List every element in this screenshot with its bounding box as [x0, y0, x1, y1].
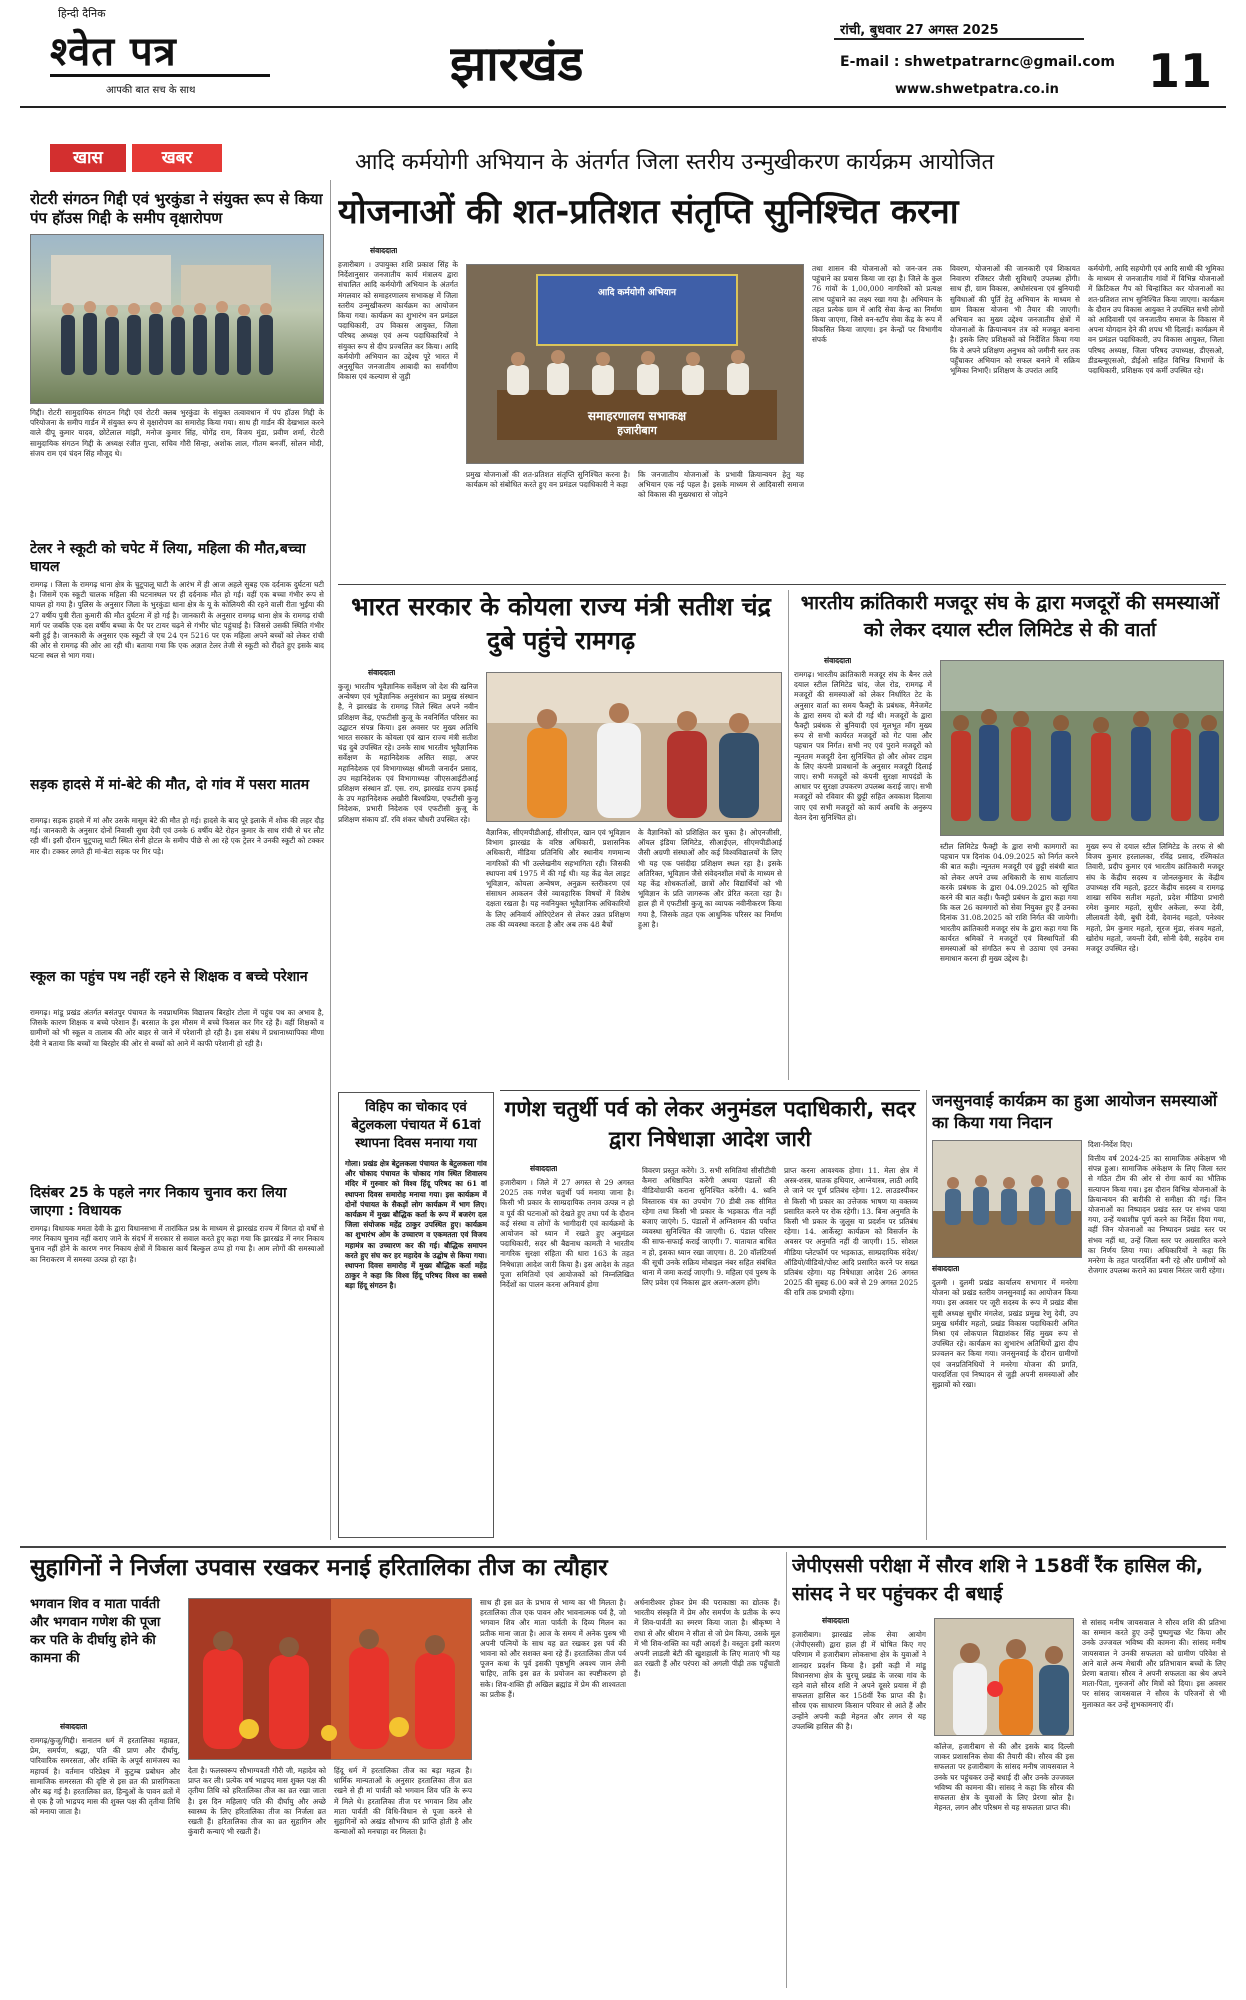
lead-col-1: हजारीबाग । उपायुक्त शशि प्रकाश सिंह के निर्देशानुसार जनजातीय कार्य मंत्रालय द्वारा संचालित आदि कर्मयोगी अभियान के अंतर्गत मंगलवार को समाहरणालय सभाकक्ष में जिला स्तरीय उन्मुखीकरण कार्यक्रम का आयोजन किया गया। कार्यक्रम का शुभारंभ वन प्रमंडल पदाधिकारी, उप विकास आयुक्त, जिला परिषद अध्यक्ष एवं अन्य पदाधिकारियों ने संयुक्त रूप से दीप प्रज्वलित कर किया। आदि कर्मयोगी अभियान का उद्देश्य पूरे भारत में अनुसूचित जनजातीय आबादी का सर्वांगीण विकास एवं कल्याण से जुड़ी: [338, 260, 458, 382]
story-labour-photo: [940, 660, 1224, 836]
story-jansunwai-col-2: वित्तीय वर्ष 2024-25 का सामाजिक अंकेक्षण भी संपन्न हुआ। सामाजिक अंकेक्षण के लिए जिला स्तर से गठित टीम की ओर से रोगा कार्य का भौतिक सत्यापन किया गया। इस दौरान विभिन्न योजनाओं के क्रियान्वयन की बारीकी से समीक्षा की गई। जिन योजनाओं का निष्पादन प्रखंड स्तर पर संभव पाया गया, उन्हें यथाशीघ्र पूर्ण करने का निर्देश दिया गया, वहीं जिन योजनाओं का निष्पादन प्रखंड स्तर पर संभव नहीं था, उन्हें जिला स्तर पर अग्रसारित करने का निर्णय लिया गया। अधिकारियों ने कहा कि मनरेगा के तहत पारदर्शिता बनी रहे और ग्रामीणों को रोजगार उपलब्ध कराने का प्रयास निरंतर जारी रहेगा।: [1088, 1154, 1226, 1276]
lead-byline: संवाददाता: [370, 246, 398, 255]
khas-label: खास: [50, 144, 126, 172]
lead-headline: योजनाओं की शत-प्रतिशत संतृप्ति सुनिश्चित करना: [338, 192, 959, 232]
lead-col-5: विवरण, योजनाओं की जानकारी एवं शिकायत निवारण रजिस्टर जैसी सुविधाएँ उपलब्ध होंगी। साथ ही, ग्राम विकास, अधोसंरचना एवं बुनियादी सुविधाओं की पूर्ति हेतु अभियान के माध्यम से ग्राम विकास योजना भी तैयार की जाएगी। अभियान का मुख्य उद्देश्य जनजातीय क्षेत्रों में योजनाओं के क्रियान्वयन तंत्र को मजबूत बनाना है। इसके लिए प्रशिक्षकों को निर्देशित किया गया कि वे अपने प्रशिक्षण अनुभव को जमीनी स्तर तक पहुँचाकर अभियान को सफल बनाने में सक्रिय भूमिका निभाएँ। प्रशिक्षण के उपरांत आदि: [950, 264, 1080, 376]
story-rotary-headline: रोटरी संगठन गिद्दी एवं भुरकुंडा ने संयुक्त रूप से किया पंप हॉउस गिद्दी के समीप वृक्षारोपण: [30, 190, 323, 227]
story-jpsc-headline: जेपीएससी परीक्षा में सौरव शशि ने 158वीं रैंक हासिल की, सांसद ने घर पहुंचकर दी बधाई: [792, 1555, 1204, 1605]
story-teej-col-1: रामगढ़/कुजू/गिद्दी। सनातन धर्म में हरतालिका महाव्रत, प्रेम, समर्पण, श्रद्धा, पति की प्राण और दीर्घायु, पारिवारिक समरसता, और शक्ति के अपूर्व सामंजस्य का महापर्व है। वर्तमान परिप्रेक्ष्य में कुटुम्ब प्रबोधन और सामाजिक समरसता की दृष्टि से इस व्रत की प्रासंगिकता और बढ़ गई है। हरतालिका व्रत, हिन्दुओं के पावन व्रतों में से एक है जो भाद्रपद मास की शुक्ल पक्ष की तृतीया तिथि को मनाया जाता है।: [30, 1736, 180, 1817]
story-labour-col-3: मुख्य रूप से दयाल स्टील लिमिटेड के तरफ से श्री विजय कुमार हरलालका, रविंद्र प्रसाद, रश्मिकांत तिवारी, प्रदीप कुमार एवं भारतीय क्रांतिकारी मजदूर संघ के केंद्रीय सदस्य व जोनलकुमार के केंद्रीय उपाध्यक्ष रवि महतो, इटटर केंद्रीय सदस्य व रामगढ़ शाखा सचिव सतीश महतो, प्रदेश मीडिया प्रभारी रमेश कुमार महतो, सुधीर अकेला, रूपा देवी, लीलावती देवी, बुधी देवी, देवानंद महतो, पनेश्वर महतो, प्रेम कुमार महतो, सूरज मुंडा, संजय महतो, खोरोध महतो, जयन्ती देवी, सोनी देवी, सहदेव राम मजदूर उपस्थित रहे।: [1086, 842, 1224, 954]
story-jpsc-photo: [934, 1618, 1074, 1736]
ganesh-top-rule: [500, 1090, 920, 1091]
brand-name: श्वेत पत्र: [50, 29, 177, 72]
story-jpsc-col-1: हजारीबाग। झारखंड लोक सेवा आयोग (जेपीएससी) द्वारा हाल ही में घोषित किए गए परिणाम में हजारीबाग लोकसभा क्षेत्र के युवाओं ने शानदार प्रदर्शन किया है। इसी कड़ी में मांडू विधानसभा क्षेत्र के चुरचू प्रखंड के जरबा गांव के रहने वाले सौरव शशि ने अपने दूसरे प्रयास में ही सफलता हासिल कर 158वीं रैंक प्राप्त की है। सौरव एक साधारण किसान परिवार से आते हैं और उन्होंने अपनी कड़ी मेहनत और लगन से यह उपलब्धि हासिल की है।: [792, 1630, 926, 1731]
email[interactable]: E-mail : shwetpatrarnc@gmail.com: [840, 54, 1115, 70]
story-teej: [30, 1552, 780, 1990]
story-jpsc-col-3: से सांसद मनीष जायसवाल ने सौरव शशि की प्रतिभा का सम्मान करते हुए उन्हें पुष्पगुच्छ भेंट किया और उनके उज्जवल भविष्य की कामना की। सांसद मनीष जायसवाल ने उनकी सफलता को ग्रामीण परिवेश से आने वाले अन्य मेधावी और प्रतिभावान बच्चों के लिए प्रेरणा बताया। सौरव ने अपनी सफलता का श्रेय अपने माता-पिता, गुरुजनों और मित्रों को दिया। इस अवसर पर सांसद जायसवाल ने सौरव के परिजनों से भी मुलाकात कर उन्हें शुभकामनाएं दीं।: [1082, 1618, 1226, 1709]
minister-felicitation-image: [487, 673, 782, 822]
story-ganesh-byline: संवाददाता: [530, 1164, 558, 1173]
story-teej-headline: सुहागिनों ने निर्जला उपवास रखकर मनाई हरितालिका तीज का त्यौहार: [30, 1555, 608, 1581]
story-ganesh-headline: गणेश चतुर्थी पर्व को लेकर अनुमंडल पदाधिकारी, सदर द्वारा निषेधाज्ञा आदेश जारी: [504, 1097, 916, 1151]
story-labour: [794, 590, 1226, 1080]
lead-photo: [466, 264, 804, 464]
masthead-rule: [20, 106, 1226, 108]
story-road-accident-headline: सड़क हादसे में मां-बेटे की मौत, दो गांव में पसरा मातम: [30, 777, 310, 793]
story-school-road: [30, 968, 324, 1178]
lead-col-6: कर्मयोगी, आदि सहयोगी एवं आदि साथी की भूमिका के माध्यम से जनजातीय गांवों में विभिन्न योजनाओं में क्रिटिकल गैप को चिन्हांकित कर योजनाओं का शत-प्रतिशत लाभ सुनिश्चित किया जाएगा। कार्यक्रम के दौरान उप विकास आयुक्त ने उपस्थित सभी लोगों को आदिवासी एवं जनजातीय समाज के विकास में अपना योगदान देने की शपथ भी दिलाई। कार्यक्रम में वन प्रमंडल पदाधिकारी, उप विकास आयुक्त, जिला परिषद अध्यक्ष, जिला परिषद उपाध्यक्ष, डीएसओ, डीडब्ल्यूएसओ, डीईओ सहित विभिन्न विभागों के पदाधिकारी, प्रशिक्षक एवं कर्मी उपस्थित रहे।: [1088, 264, 1224, 376]
story-jansunwai-byline: संवाददाता: [932, 1264, 960, 1273]
brand-underline: [50, 74, 270, 77]
story-teej-col-3: हिंदू धर्म में हरतालिका तीज का बड़ा महत्व है। धार्मिक मान्यताओं के अनुसार हरतालिका तीज व्रत रखने से ही मां पार्वती को भगवान शिव पति के रूप में मिले थे। हरतालिका तीज पर भगवान शिव और माता पार्वती की विधि-विधान से पूजा करने से सुहागिनों को अखंड सौभाग्य की प्राप्ति होती है और कन्याओं को मनचाहा वर मिलता है।: [334, 1766, 472, 1837]
story-road-accident: [30, 776, 324, 962]
story-jansunwai-headline: जनसुनवाई कार्यक्रम का हुआ आयोजन समस्याओं का किया गया निदान: [932, 1091, 1217, 1132]
lead-col-4: तथा शासन की योजनाओं को जन-जन तक पहुंचाने का प्रयास किया जा रहा है। जिले के कुल 76 गांवों के 1,00,000 नागरिकों को प्रत्यक्ष लाभ पहुंचाने का लक्ष्य रखा गया है। अभियान के तहत प्रत्येक ग्राम में आदि सेवा केन्द्र का निर्माण किया जाएगा, जिसे वन-स्टॉप सेवा केंद्र के रूप में विकसित किया जाएगा। इन केन्द्रों पर विभागीय संपर्क: [812, 264, 942, 345]
story-jpsc: [792, 1552, 1226, 1990]
story-school-road-body: रामगढ़। मांडू प्रखंड अंतर्गत बसंतपुर पंचायत के नवप्राथमिक विद्यालय बिरहोर टोला में पहुंच पथ का अभाव है, जिसके कारण शिक्षक व बच्चे परेशान हैं। बरसात के इस मौसम में बच्चे फिसल कर गिर रहे हैं। वहीं शिक्षकों व ग्रामीणों को भी स्कूल व तालाब की ओर बाहर से जाने में परेशानी हो रही है। इस संबंध में प्रधानाध्यापिका मीणा देवी ने बताया कि बच्चों या बिरहोर की ओर से बच्चों को आने में काफी परेशानी हो रही है।: [30, 1008, 324, 1048]
story-road-accident-body: रामगढ़। सड़क हादसे में मां और उसके मासूम बेटे की मौत हो गई। हादसे के बाद पूरे इलाके में शोक की लहर दौड़ गई। जानकारी के अनुसार दोनों निवासी सुधा देवी एवं उनके 6 वर्षीय बेटे रोहन कुमार के साथ रांची से घर लौट रही थीं। इसी दौरान चुटूपालू घाटी स्थित सेनी होटल के समीप पीछे से आ रहे एक ट्रेलर ने उनकी स्कूटी को टक्कर मार दी। टक्कर लगते ही मां-बेटा सड़क पर गिर पड़े।: [30, 816, 324, 856]
story-trailer-body: रामगढ़ । जिला के रामगढ़ थाना क्षेत्र के चुटूपालू घाटी के आरंभ में ही आज अहले सुबह एक दर्दनाक दुर्घटना घटी है। जिसमें एक स्कूटी चालक महिला की घटनास्थल पर ही दर्दनाक मौत हो गई। वहीं एक बच्चा गंभीर रूप से घायल हो गया है। पुलिस के अनुसार जिला के भुरकुंडा थाना क्षेत्र के यू के कोलियरी की रहने वाली रीता भुईंया की 27 वर्षीय पुत्री रीता कुमारी की मौत दुर्घटना में हो गई है। जानकारी के अनुसार रामगढ़ थाना क्षेत्र के रामगढ़ रांची मार्ग पर जबकि एक दस वर्षीय बच्चा के पैर पर टायर चढ़ने से गंभीर चोट पहुंचाई है। जिससे उसकी स्थिति गंभीर बनी हुई है। जानकारी के अनुसार एक स्कूटी जे एच 24 एन 5216 पर एक महिला अपने बच्चों को लेकर रांची की ओर से रामगढ़ की ओर आ रही थी। बताया गया कि एक अज्ञात टेलर तेजी से स्कूटी को रौंदते हुए इसके बाद घटना स्थल से भाग गया।: [30, 580, 324, 661]
story-jansunwai-caption: दिशा-निर्देश दिए।: [1088, 1140, 1133, 1149]
story-coal: [338, 590, 784, 1090]
story-coal-headline: भारत सरकार के कोयला राज्य मंत्री सतीश चंद्र दुबे पहुंचे रामगढ़: [351, 592, 771, 655]
story-ganesh-col-3: प्राप्त करना आवश्यक होगा। 11. मेला क्षेत्र में अस्त्र-शस्त्र, घातक हथियार, आग्नेयास्त्र, लाठी आदि ले जाने पर पूर्ण प्रतिबंध रहेगा। 12. लाउडस्पीकर से किसी भी प्रकार का उत्तेजक भाषण या वक्तव्य प्रसारित करने पर रोक रहेगी। 13. बिना अनुमति के किसी भी प्रकार के जुलूस या प्रदर्शन पर प्रतिबंध रहेगा। 14. आर्केस्ट्रा कार्यक्रम को विसर्जन के अवसर पर अनुमति नहीं दी जाएगी। 15. सोशल मीडिया प्लेटफॉर्म पर भड़काऊ, साम्प्रदायिक संदेश/ऑडियो/वीडियो/पोस्ट आदि प्रसारित करने पर सख्त प्रतिबंध रहेगा। यह निषेधाज्ञा आदेश 26 अगस्त 2025 की सुबह 6.00 बजे से 29 अगस्त 2025 की रात्रि तक प्रभावी रहेगा।: [784, 1166, 918, 1298]
section-title: झारखंड: [450, 36, 584, 92]
story-vihip-body: गोला। प्रखंड क्षेत्र बेटुलकला पंचायत के बेटुलकला गांव और चोकाद पंचायत के चोकाद गांव स्थित शिवालय मंदिर में गुरुवार को विश्व हिंदू परिषद का 61 वां स्थापना दिवस समारोह मनाया गया। इस कार्यक्रम में दोनों पंचायत के सैकड़ों लोग कार्यक्रम में भाग लिए। कार्यक्रम में मुख्य बौद्धिक कर्ता के रूप में बजरंग दल जिला संयोजक महेंद्र ठाकुर उपस्थित हुए। कार्यक्रम का शुभारंभ ओम के उच्चारण व एकमतता एवं विजय महामंत्र का उच्चारण कर की गई। बौद्धिक समापन करते हुए संघ कर हर महादेव के उद्घोष से किया गया। स्थापना दिवस समारोह में मुख्य बौद्धिक कर्ता महेंद्र ठाकुर ने कहा कि विश्व हिंदू परिषद विश्व का सबसे बड़ा हिंदू संगठन है।: [345, 1159, 487, 1291]
story-election-body: रामगढ़। विधायक ममता देवी के द्वारा विधानसभा में तारांकित प्रश्न के माध्यम से झारखंड राज्य में विगत दो वर्षों से नगर निकाय चुनाव नहीं कराए जाने के संदर्भ में सरकार से सवाल करते हुए कहा गया कि झारखंड में नगर निकाय चुनाव नहीं होने के कारण नगर निकाय क्षेत्रों में विकास कार्य बिल्कुल ठप्प हो गया है। आम लोगों की समस्याओं का निराकरण में समस्या उत्पन्न हो रहा है।: [30, 1224, 324, 1264]
banner-line-2: समाहरणालय सभाकक्ष: [587, 409, 687, 423]
tagline: आपकी बात सच के साथ: [106, 85, 196, 96]
story-election-headline: दिसंबर 25 के पहले नगर निकाय चुनाव करा लिया जाएगा : विधायक: [30, 1185, 287, 1219]
brand-small: हिन्दी दैनिक: [58, 7, 106, 20]
dateline: रांची, बुधवार 27 अगस्त 2025: [840, 23, 999, 38]
story-ganesh: [500, 1094, 920, 1540]
story-rotary: [30, 190, 324, 540]
story-rotary-body: गिद्दी। रोटरी सामुदायिक संगठन गिद्दी एवं रोटरी क्लब भुरकुंडा के संयुक्त तत्वावधान में पंप हॉउस गिद्दी के परियोजना के समीप गार्डन में संयुक्त रूप से वृक्षारोपण का समारोह किया गया। साथ ही गार्डन की देखभाल करने वाले दीपू कुमार यादव, छोटेलाल मांझी, मनोज कुमार सिंह, योगेंद्र राम, विजय मुंडा, प्रवीण शर्मा, रोटरी सामुदायिक संगठन गिद्दी के अध्यक्ष रंजीत गुप्ता, सचिव गौरी सिन्हा, अशोक लाल, गीतम बनर्जी, सोलन मोदी, संजय राम एवं चंदन सिंह मौजूद थे।: [30, 408, 324, 458]
women-worship-image: [189, 1599, 472, 1760]
story-jansunwai-photo: [932, 1140, 1082, 1258]
mp-congratulation-image: [935, 1619, 1074, 1736]
story-labour-byline: संवाददाता: [824, 656, 852, 665]
khabar-label: खबर: [132, 144, 222, 172]
story-vihip: [338, 1092, 494, 1538]
story-jansunwai-col-1: दुलमी । दुलमी प्रखंड कार्यालय सभागार में मनरेगा योजना को प्रखंड स्तरीय जनसुनवाई का आयोजन किया गया। इस अवसर पर जूरी सदस्य के रूप में प्रखंड बीस सूत्री अध्यक्ष सुधीर मंगलेश, प्रखंड प्रमुख रेणु देवी, उप प्रमुख धर्मवीर महतो, प्रखंड विकास पदाधिकारी अमित मिश्रा एवं लोकपाल विद्याशंकर सिंह मुख्य रूप से उपस्थित रहे। कार्यक्रम का शुभारंभ अतिथियों द्वारा दीप प्रज्वलन कर किया गया। जनसुनवाई के दौरान ग्रामीणों एवं जनप्रतिनिधियों ने मनरेगा योजना की प्रगति, पारदर्शिता एवं निष्पादन से जुड़ी अपनी समस्याओं और सुझावों को रखा।: [932, 1278, 1078, 1390]
banner-line-3: हजारीबाग: [617, 424, 657, 437]
website[interactable]: www.shwetpatra.co.in: [895, 82, 1059, 97]
story-vihip-headline: विहिप का चोकाद एवं बेटुलकला पंचायत में 61वां स्थापना दिवस मनाया गया: [351, 1100, 481, 1151]
story-rotary-photo: [30, 234, 324, 404]
lead-col-2: प्रमुख योजनाओं की शत-प्रतिशत संतृप्ति सुनिश्चित करना है। कार्यक्रम को संबोधित करते हुए वन प्रमंडल पदाधिकारी ने कहा: [466, 470, 630, 490]
story-labour-col-1: रामगढ़। भारतीय क्रांतिकारी मजदूर संघ के बैनर तले दयाल स्टील लिमिटेड चांद, जेल रोड, रामगढ़ में मजदूरों की समस्याओं को लेकर निर्धारित टेट के अनुसार वार्ता का समय फैक्ट्री के प्रबंधक, मैनेजमेंट के द्वारा समय दो बजे दी गई थी। मजदूरों के द्वारा फैक्ट्री प्रबंधक से बुनियादी एवं मूलभूत माँग मुख्य रूप से सभी कार्यरत मजदूरों को गेट पास और पहचान पत्र निर्गत। सभी नए एवं पुराने मजदूरों को न्यूनतम मजदूरी देना सुनिश्चित हो और ओवर टाइम के लिए कंपनी प्रावधानों के अनुसार मजदूरी दिलाई जाए। सभी मजदूरों को कंपनी सुरक्षा मापदंडों के आधार पर सुरक्षा उपकरण उपलब्ध कराई जाए। सभी मजदूरों को रविवार की छुट्टी सहित अवकाश दिलाया जाए एवं सभी मजदूरों को कार्य अवधि के अनुरूप वेतन देना सुनिश्चित हो।: [794, 670, 932, 822]
story-labour-headline: भारतीय क्रांतिकारी मजदूर संघ के द्वारा मजदूरों की समस्याओं को लेकर दयाल स्टील लिमिटेड से की वार्ता: [800, 592, 1220, 641]
story-coal-col-2: वैज्ञानिक, सीएमपीडीआई, सीसीएल, खान एवं भूविज्ञान विभाग झारखंड के वरिष्ठ अधिकारी, प्रशासनिक अधिकारी, मीडिया प्रतिनिधि और स्थानीय गणमान्य नागरिकों की भी उल्लेखनीय सहभागिता रही। जिसकी स्थापना वर्ष 1975 में की गई थी। यह केंद्र वेल लाइट भूविज्ञान, कोयला अन्वेषण, अनुक्रम स्तरीकरण एवं संसाधन आकलन जैसे व्यावहारिक विषयों में विशेष दक्षता रखता है। यह नवनियुक्त भूवैज्ञानिक अधिकारियों के लिए अनिवार्य ओरिएंटेशन से लेकर उन्नत प्रशिक्षण तक की व्यवस्था करता है और अब तक 48 बैचों: [486, 828, 630, 929]
story-coal-col-3: के वैज्ञानिकों को प्रशिक्षित कर चुका है। ओएनजीसी, ऑयल इंडिया लिमिटेड, सीआईएल, सीएमपीडीआई जैसी अग्रणी संस्थाओं और कई विश्वविद्यालयों के लिए भी यह एक पसंदीदा प्रशिक्षण स्थल रहा है। इसके अतिरिक्त, भूविज्ञान जैसे संवेदनशील मंचों के माध्यम से यह केंद्र शोधकर्ताओं, छात्रों और विद्यार्थियों को भी भूविज्ञान के प्रति जागरूक और प्रेरित करता रहा है। हाल ही में एफटीसी कुजू का व्यापक नवीनीकरण किया गया है, जिसके तहत एक आधुनिक परिसर का निर्माण हुआ है।: [638, 828, 782, 929]
story-jansunwai: [932, 1090, 1226, 1540]
lead-col-3: कि जनजातीय योजनाओं के प्रभावी क्रियान्वयन हेतु यह अभियान एक नई पहल है। इसके माध्यम से आदिवासी समाज को विकास की मुख्यधारा से जोड़ने: [638, 470, 804, 500]
left-col-divider: [330, 180, 331, 1540]
story-ganesh-col-1: हजारीबाग । जिले में 27 अगस्त से 29 अगस्त 2025 तक गणेश चतुर्थी पर्व मनाया जाना है। किसी भी प्रकार के साम्प्रदायिक तनाव उत्पन्न न हो व पूर्व की घटनाओं को देखते हुए तथा पर्व के दौरान कई संस्था व लोगों के भागीदारी एवं कार्यक्रमों के आयोजन को ध्यान में रखते हुए अनुमंडल पदाधिकारी, सदर श्री बैद्यनाथ कामती ने भारतीय नागरिक सुरक्षा संहिता की धारा 163 के तहत निषेधाज्ञा आदेश जारी किया है। इस आदेश के तहत पूजा समितियों एवं आयोजकों को निम्नलिखित निर्देशों का पालन करना अनिवार्य होगा: [500, 1178, 634, 1290]
labour-divider: [788, 590, 789, 1080]
worker-crowd-image: [941, 661, 1224, 836]
khas-khabar-tag: [50, 142, 230, 174]
bottom-section-rule: [20, 1546, 1226, 1548]
page-number: 11: [1148, 44, 1213, 98]
story-coal-col-1: कुजू। भारतीय भूवैज्ञानिक सर्वेक्षण जो देश की खनिज अन्वेषण एवं भूवैज्ञानिक अनुसंधान का प्रमुख संस्थान है, ने झारखंड के रामगढ़ जिले स्थित अपने नवीन प्रशिक्षण केंद्र, एफटीसी कुजू के नवनिर्मित परिसर का उद्घाटन संपन्न किया। इस अवसर पर मुख्य अतिथि भारत सरकार के कोयला एवं खान राज्य मंत्री सतीश चंद्र दुबे उपस्थित रहे। उनके साथ भारतीय भूवैज्ञानिक सर्वेक्षण के महानिदेशक असित साहा, अपर महानिदेशक एवं विभागाध्यक्ष श्रीमती जनार्दन प्रसाद, उप महानिदेशक एवं विभागाध्यक्ष जीएसआईटीआई प्रशिक्षण संस्थान डॉ. एस. राय, झारखंड राज्य इकाई के उप महानिदेशक अखौरी बिश्वप्रिया, एफटीसी कुजू निदेशक, प्रभारी निदेशक एवं एफटीसी कुजू के प्रशिक्षण संकाय डॉ. रवि शंकर चौधरी उपस्थित रहे।: [338, 682, 478, 824]
story-ganesh-col-2: विवरण प्रस्तुत करेंगे। 3. सभी समितियां सीसीटीवी कैमरा अधिष्ठापित करेंगी अथवा पंडालों की वीडियोग्राफी कराना सुनिश्चित करेंगी। 4. ध्वनि विस्तारक यंत्र का उपयोग 70 डीबी तक सीमित रहेगा तथा किसी भी प्रकार के भड़काऊ गीत नहीं बजाए जाएंगे। 5. पंडालों में अग्निशमन की पर्याप्त व्यवस्था सुनिश्चित की जाएगी। 6. पंडाल परिसर की साफ-सफाई कराई जाएगी। 7. यातायात बाधित न हो, इसका ध्यान रखा जाएगा। 8. 20 वॉलंटियर्स की सूची उनके सक्रिय मोबाइल नंबर सहित संबंधित थाना में जमा कराई जाएगी। 9. महिला एवं पुरुष के लिए प्रवेश एवं निकास द्वार अलग-अलग होंगे।: [642, 1166, 776, 1288]
lead-story: [338, 244, 1228, 584]
jansunwai-divider: [926, 1090, 927, 1540]
group-people-image: [31, 235, 324, 404]
lead-kicker: आदि कर्मयोगी अभियान के अंतर्गत जिला स्तरीय उन्मुखीकरण कार्यक्रम आयोजित: [355, 150, 995, 175]
story-trailer: [30, 540, 324, 770]
story-school-road-headline: स्कूल का पहुंच पथ नहीं रहने से शिक्षक व बच्चे परेशान: [30, 969, 308, 985]
story-teej-col-2: देता है। फलस्वरूप सौभाग्यवती गौरी जी, महादेव को प्राप्त कर ली। प्रत्येक वर्ष भाद्रपद मास शुक्ल पक्ष की तृतीया तिथि को हरितालिका तीज का व्रत रखा जाता है। इस दिन महिलाएं पति की दीर्घायु और अच्छे स्वास्थ्य के लिए हरितालिका तीज का निर्जला व्रत रखती हैं। हरितालिका तीज का व्रत सुहागिन और कुंवारी कन्याएं भी रखती हैं।: [188, 1766, 326, 1837]
masthead: [0, 0, 1246, 110]
meeting-hall-image: [933, 1141, 1082, 1258]
story-teej-byline: संवाददाता: [60, 1722, 88, 1731]
story-coal-photo: [486, 672, 782, 822]
lead-bottom-rule: [338, 584, 1226, 585]
story-teej-col-4: साथ ही इस व्रत के प्रभाव से भाग्य का भी मिलता है। हरतालिका तीज एक पावन और भावनात्मक पर्व है, जो भगवान शिव और माता पार्वती के दिव्य मिलन का प्रतीक माना जाता है। आज के समय में अनेक पुरुष भी अपनी पत्नियों के साथ यह व्रत रखकर इस पर्व की भावना को और सशक्त बना रहे हैं। हरतालिका तीज पर्व पूजन कथा के पूर्व इसकी पृष्ठभूमि अवश्य जान लेनी चाहिए, ताकि इस व्रत के प्रयोजन का स्पष्टीकरण हो सके। शिव-शक्ति ही अखिल ब्रह्मांड में प्रेम की शाश्वतता का प्रतीक हैं।: [480, 1598, 626, 1699]
story-coal-byline: संवाददाता: [368, 668, 396, 677]
story-teej-col-5: अर्धनारीश्वर होकर प्रेम की पराकाष्ठा का द्योतक हैं। भारतीय संस्कृति में प्रेम और समर्पण के प्रतीक के रूप में शिव-पार्वती का स्मरण किया जाता है। श्रीकृष्ण ने राधा से और श्रीराम ने सीता से जो प्रेम किया, उसके मूल में भी शिव-शक्ति का यही आदर्श है। वस्तुतः इसी कारण अपनी लाडली बेटी की खुशहाली के लिए माताएं भी यह व्रत रखती हैं और परंपरा को अगली पीढ़ी तक पहुँचाती हैं।: [634, 1598, 780, 1679]
jpsc-divider: [786, 1552, 787, 1988]
story-jpsc-byline: संवाददाता: [822, 1616, 850, 1625]
banner-line-1: आदि कर्मयोगी अभियान: [598, 288, 676, 298]
story-trailer-headline: टेलर ने स्कूटी को चपेट में लिया, महिला की मौत,बच्चा घायल: [30, 541, 306, 575]
story-teej-photo: [188, 1598, 472, 1760]
story-labour-col-2: स्टील लिमिटेड फैक्ट्री के द्वारा सभी कामगारों का पहचान पत्र दिनांक 04.09.2025 को निर्गत करने की बात कही। न्यूनतम मजदूरी एवं छुट्टी संबंधी बात को लेकर अपने उच्च अधिकारी के साथ वार्तालाप करके प्रबंधक के द्वारा 04.09.2025 को सूचित करने की बात कही। फैक्ट्री प्रबंधन के द्वारा कहा गया कि कल 26 कामगारों को सेवा नियुक्त हुए हैं उनका दिनांक 31.08.2025 को राशि निर्गत की जायेगी। भारतीय क्रांतिकारी मजदूर संघ के द्वारा कहा गया कि कार्यरत श्रमिकों ने मजदूरों एवं विस्थापितों की समस्याओं को संगठित रूप से उठाया एवं उनका समाधान करना ही मुख्य उद्देश्य है।: [940, 842, 1078, 964]
story-teej-subhead: भगवान शिव व माता पार्वती और भगवान गणेश की पूजा कर पति के दीर्घायु होने की कामना की: [30, 1597, 161, 1666]
story-election: [30, 1184, 324, 1540]
story-jpsc-col-2: कॉलेज, हजारीबाग से की और इसके बाद दिल्ली जाकर प्रशासनिक सेवा की तैयारी की। सौरव की इस सफलता पर हजारीबाग के सांसद मनीष जायसवाल ने उनके घर पहुंचकर उन्हें बधाई दी और उनके उज्जवल भविष्य की कामना की। सांसद ने कहा कि सौरव की सफलता क्षेत्र के युवाओं के लिए प्रेरणा स्रोत है। मेहनत, लगन और परिश्रम से यह सफलता प्राप्त की।: [934, 1742, 1074, 1813]
